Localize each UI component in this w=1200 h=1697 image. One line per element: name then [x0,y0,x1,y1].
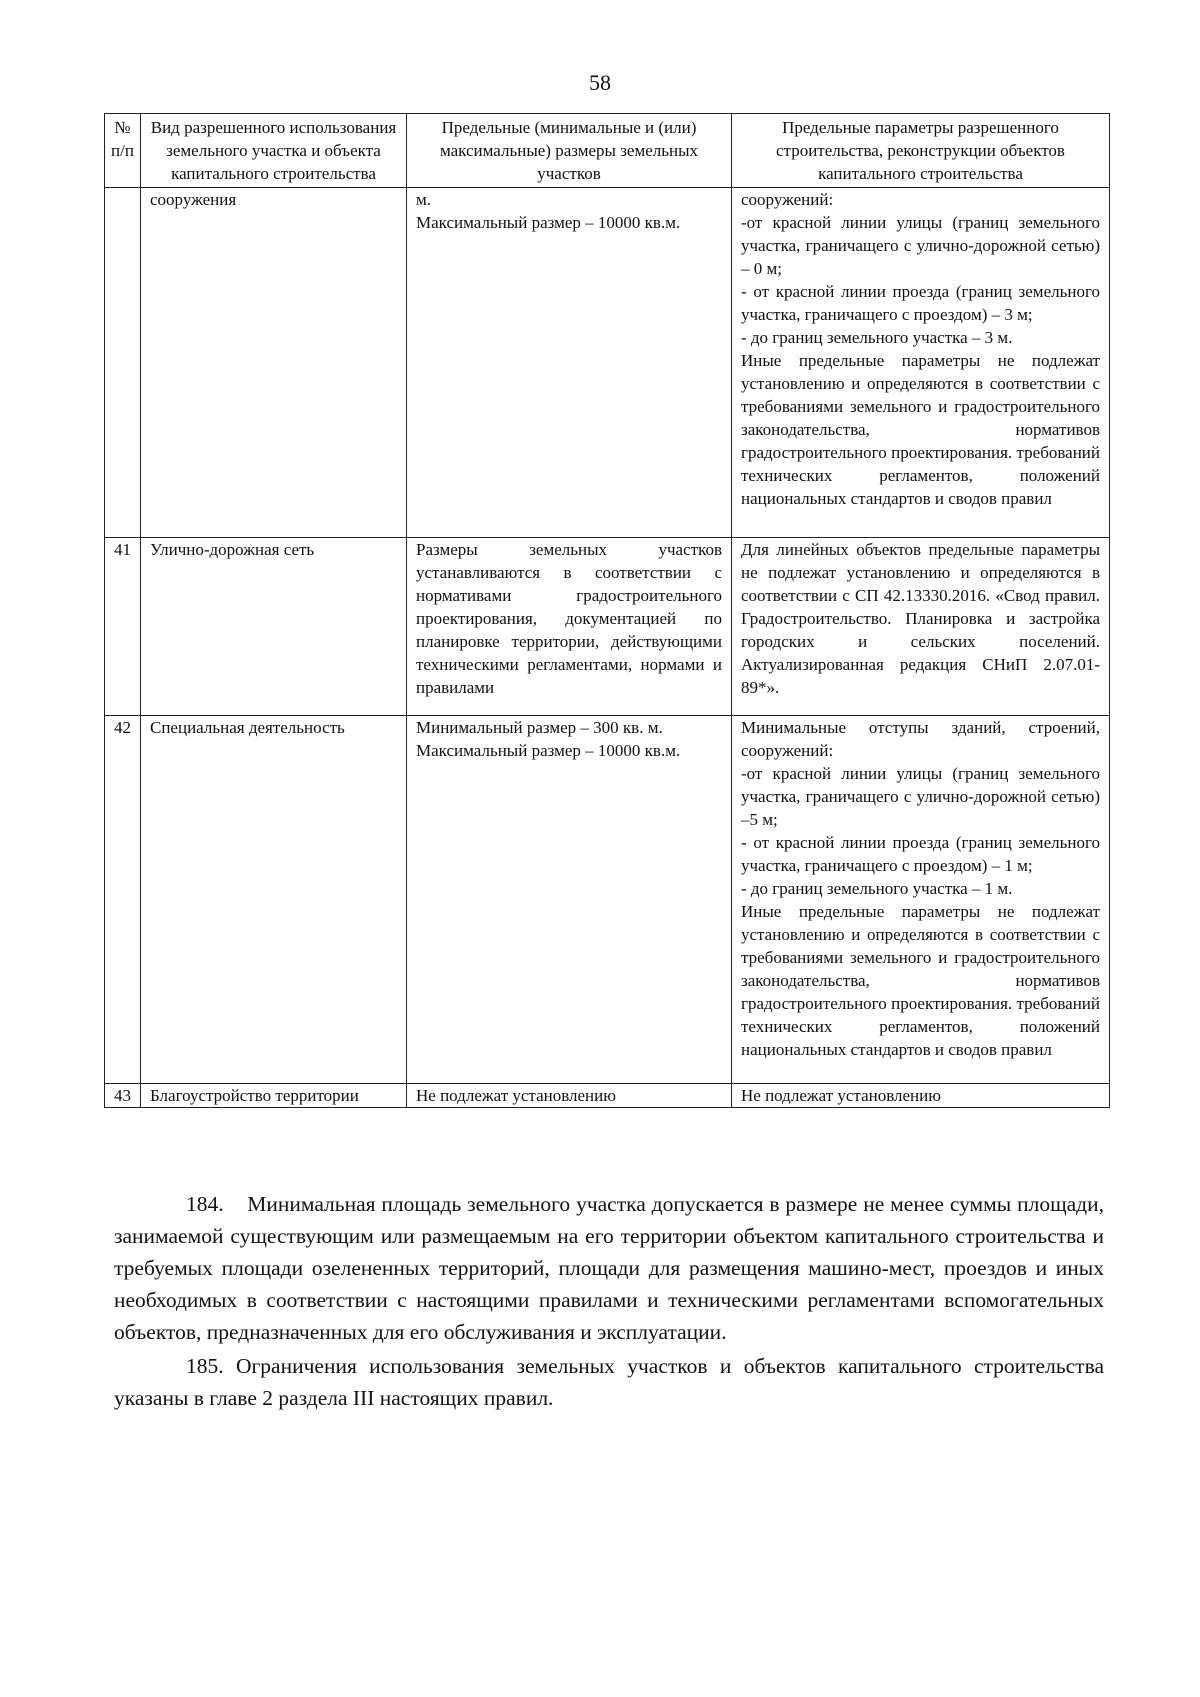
paragraph-number: 184. [186,1192,224,1216]
header-size: Предельные (минимальные и (или) максимальные) размеры земельных участков [407,114,732,188]
paragraph-185 [114,1350,1104,1414]
params-line: - до границ земельного участка – 1 м. [741,879,1013,898]
size-line: м. [416,190,432,209]
paragraph-184 [114,1188,1104,1348]
table-row [105,538,1110,716]
row-kind: сооружения [141,188,407,538]
land-use-table [104,113,1110,1108]
row-size [407,716,732,1084]
params-line: Иные предельные параметры не подлежат установлению и определяются в соответствии с требованиями земельного и градостроительного законодательства, нормативов градостроительного проектирования. требований технических регламентов, положений национальных стандартов и сводов правил [741,351,1100,508]
header-num: № п/п [105,114,141,188]
size-line: Максимальный размер – 10000 кв.м. [416,741,681,760]
row-size [407,1084,732,1108]
size-line: Размеры земельных участков устанавливаются в соответствии с нормативами градостроительного проектирования, документацией по планировке территории, действующими техническими регламентами, нормами и правилами [416,540,722,697]
row-params [732,538,1110,716]
params-line: -от красной линии улицы (границ земельного участка, граничащего с улично-дорожной сетью) – 0 м; [741,213,1100,278]
row-num: 41 [105,538,141,716]
table-header-row [105,114,1110,188]
table-row [105,188,1110,538]
size-line: Не подлежат установлению [416,1086,616,1105]
row-kind: Улично-дорожная сеть [141,538,407,716]
params-line: - от красной линии проезда (границ земельного участка, граничащего с проездом) – 1 м; [741,833,1100,875]
table-row [105,1084,1110,1108]
row-params [732,716,1110,1084]
table-row [105,716,1110,1084]
header-kind: Вид разрешенного использования земельного участка и объекта капитального строительства [141,114,407,188]
params-line: сооружений: [741,190,834,209]
params-line: - до границ земельного участка – 3 м. [741,328,1013,347]
paragraph-text: Минимальная площадь земельного участка допускается в размере не менее суммы площади, занимаемой существующим или размещаемым на его территории объектом капитального строительства и требуемых площади озелененных территорий, площади для размещения машино-мест, проездов и иных необходимых в соответствии с настоящими правилами и техническими регламентами вспомогательных объектов, предназначенных для его обслуживания и эксплуатации. [114,1192,1104,1344]
paragraph-number: 185. [186,1354,224,1378]
params-line: Иные предельные параметры не подлежат установлению и определяются в соответствии с требованиями земельного и градостроительного законодательства, нормативов градостроительного проектирования. требований технических регламентов, положений национальных стандартов и сводов правил [741,902,1100,1059]
header-params: Предельные параметры разрешенного строительства, реконструкции объектов капитального строительства [732,114,1110,188]
size-line: Максимальный размер – 10000 кв.м. [416,213,681,232]
row-kind: Благоустройство территории [141,1084,407,1108]
params-line: -от красной линии улицы (границ земельного участка, граничащего с улично-дорожной сетью) –5 м; [741,764,1100,829]
params-line: Не подлежат установлению [741,1086,941,1105]
row-size [407,538,732,716]
params-line: Для линейных объектов предельные параметры не подлежат установлению и определяются в соответствии с СП 42.13330.2016. «Свод правил. Градостроительство. Планировка и застройка городских и сельских поселений. Актуализированная редакция СНиП 2.07.01-89*». [741,540,1100,697]
row-kind: Специальная деятельность [141,716,407,1084]
row-num [105,188,141,538]
row-num: 43 [105,1084,141,1108]
size-line: Минимальный размер – 300 кв. м. [416,718,663,737]
paragraph-text: Ограничения использования земельных участков и объектов капитального строительства указаны в главе 2 раздела III настоящих правил. [114,1354,1104,1410]
params-line: Минимальные отступы зданий, строений, сооружений: [741,718,1100,760]
row-size [407,188,732,538]
row-params [732,1084,1110,1108]
row-num: 42 [105,716,141,1084]
params-line: - от красной линии проезда (границ земельного участка, граничащего с проездом) – 3 м; [741,282,1100,324]
page-number: 58 [589,70,611,95]
row-params [732,188,1110,538]
